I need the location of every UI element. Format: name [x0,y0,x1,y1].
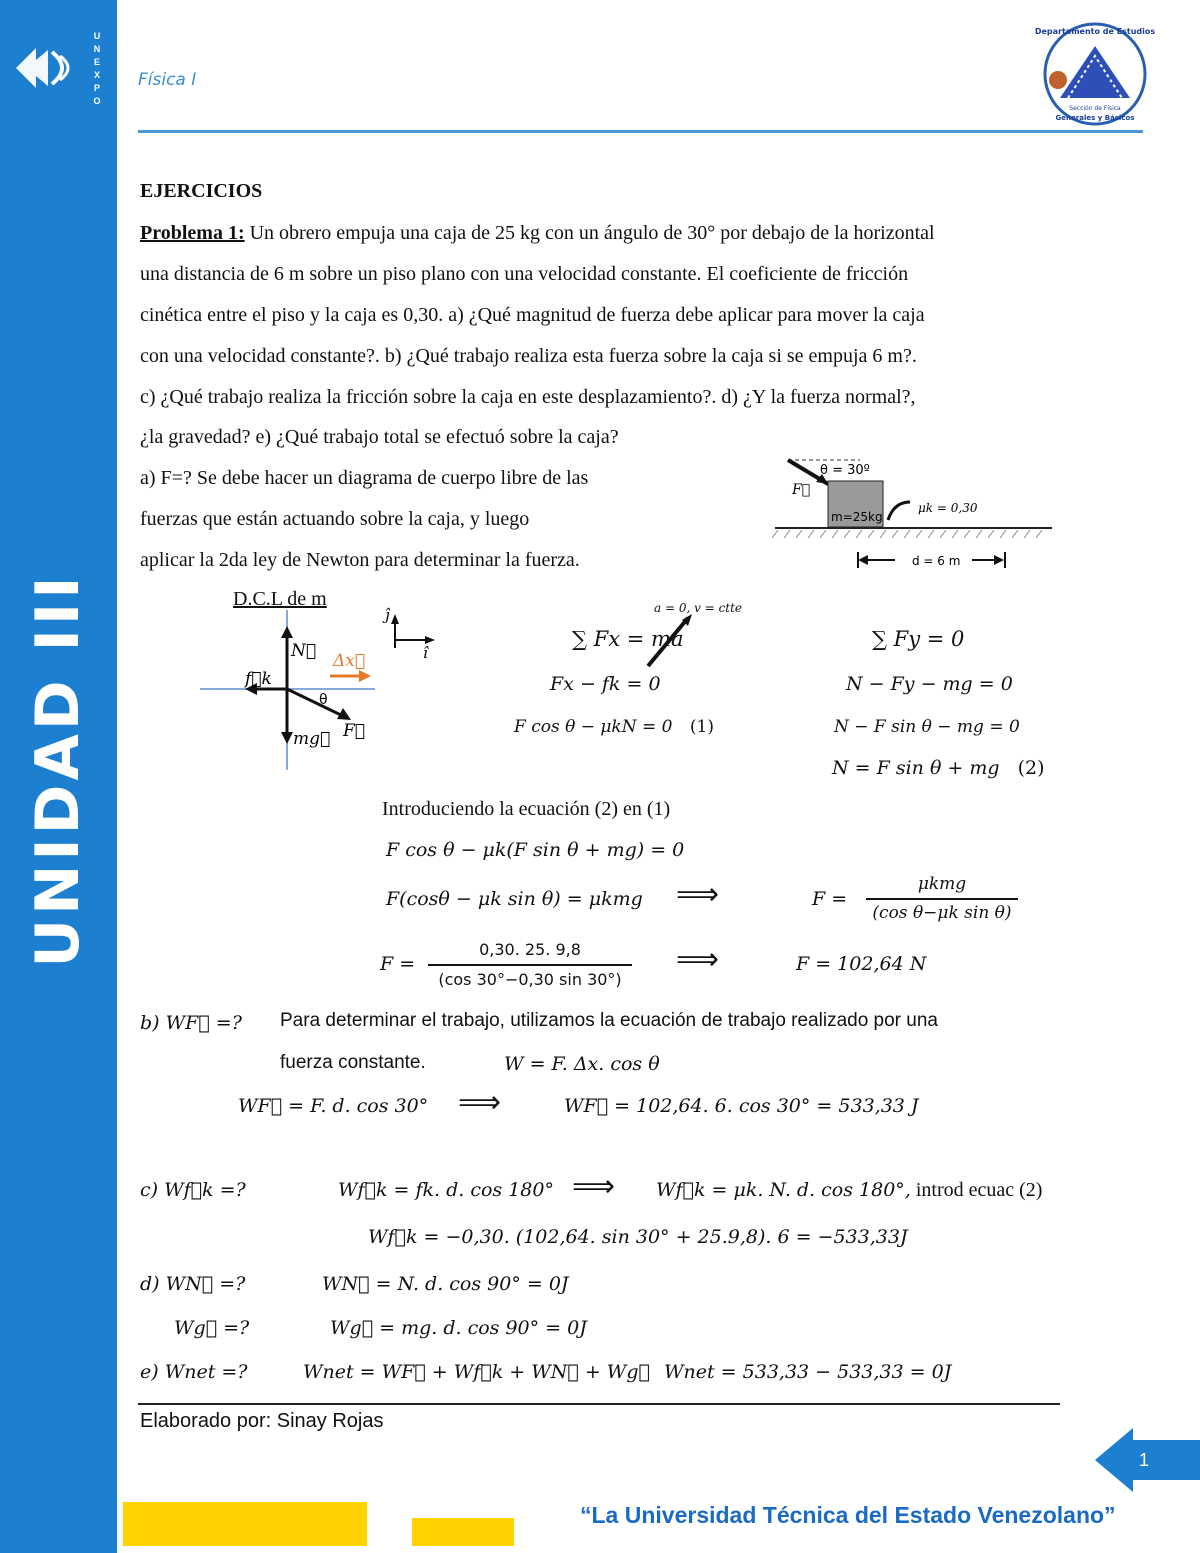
part-c-label: c) Wf⃗k =? [140,1179,246,1201]
part-b-label: b) WF⃗ =? [140,1012,242,1034]
figure-force: F⃗ [792,482,811,498]
problem-line: c) ¿Qué trabajo realiza la fricción sobre la caja en este desplazamiento?. d) ¿Y la fuerza normal?, [140,386,916,408]
department-logo [1030,18,1160,130]
dept-logo-text: Sección de Física [1069,105,1121,112]
part-a-text: a) F=? Se debe hacer un diagrama de cuerpo libre de las [140,467,589,489]
problem-label: Problema 1: [140,222,245,244]
problem-line: con una velocidad constante?. b) ¿Qué trabajo realiza esta fuerza sobre la caja si se empuja 6 m?. [140,345,917,367]
part-d-label: d) WN⃗ =? [140,1273,246,1295]
eq-y-line3-formula: N = F sin θ + mg [832,757,1000,779]
course-title: Física I [138,70,197,90]
footer-divider [138,1403,1060,1405]
part-c-line2: Wf⃗k = −0,30. (102,64. sin 30° + 25.9,8). 6 = −533,33J [368,1226,908,1248]
force-result: F = 102,64 N [796,953,927,975]
part-b-result: WF⃗ = 102,64. 6. cos 30° = 533,33 J [564,1095,919,1117]
dcl-normal-label: N⃗ [291,641,317,661]
eq-y-line2: N − F sin θ − mg = 0 [834,717,1020,737]
part-d-line1: WN⃗ = N. d. cos 90° = 0J [322,1273,569,1295]
problem-line: cinética entre el piso y la caja es 0,30. a) ¿Qué magnitud de fuerza debe aplicar para mover la caja [140,304,925,326]
eq-number: (2) [1017,757,1045,779]
free-body-diagram [195,600,455,780]
footer-decoration [123,1502,367,1546]
eq-x-line1: Fx − fk = 0 [550,673,661,695]
work-formula: W = F. Δx. cos θ [504,1053,660,1075]
dcl-force-label: F⃗ [343,721,365,741]
eq-y-sum: ∑ Fy = 0 [872,627,965,651]
dept-logo-text: Generales y Básicos [1055,114,1135,122]
frac-bar [866,898,1018,900]
letter: P [93,83,100,93]
part-d-label2: Wg⃗ =? [174,1317,250,1339]
part-e-label: e) Wnet =? [140,1361,248,1383]
implies-arrow: ⟹ [572,1169,616,1204]
frac-denominator: (cos θ−μk sin θ) [872,903,1012,923]
problem-line: una distancia de 6 m sobre un piso plano con una velocidad constante. El coeficiente de fricción [140,263,909,285]
subst-line1: F cos θ − μk(F sin θ + mg) = 0 [386,839,685,861]
eq-x-line2-formula: F cos θ − μkN = 0 [514,717,673,737]
calc-numerator: 0,30. 25. 9,8 [479,940,581,959]
letter: N [93,44,101,54]
part-c-line1: Wf⃗k = fk. d. cos 180° [338,1179,554,1201]
cancel-mark [642,612,702,672]
dcl-friction-label: f⃗k [245,669,272,689]
part-a-text: fuerzas que están actuando sobre la caja, y luego [140,508,530,530]
eq-x-line2 [514,717,714,737]
dcl-theta-label: θ [319,692,328,708]
frac-numerator: μkmg [917,874,967,894]
letter: O [93,96,101,106]
part-c-result [656,1179,1042,1202]
eq-y-line3 [832,757,1045,779]
eq-x-note: a = 0, v = ctte [654,601,743,615]
problem-text: Un obrero empuja una caja de 25 kg con un ángulo de 30° por debajo de la horizontal [249,222,935,244]
figure-distance: d = 6 m [912,554,961,568]
page-number: 1 [1139,1450,1150,1470]
eq-y-line1: N − Fy − mg = 0 [846,673,1013,695]
part-d-line2: Wg⃗ = mg. d. cos 90° = 0J [330,1317,587,1339]
part-c-note: introd ecuac (2) [910,1179,1043,1201]
figure-mass: m=25kg [831,510,883,524]
letter: X [93,70,100,80]
header-divider [138,130,1143,133]
eq-x-sum: ∑ Fx = ma [572,627,684,651]
figure-mu: μk = 0,30 [918,501,978,515]
letter: U [93,31,101,41]
dcl-title: D.C.L de m [233,588,327,610]
footer-decoration [412,1518,514,1546]
dept-logo-text: Departamento de Estudios [1034,27,1156,36]
implies-arrow: ⟹ [676,877,720,912]
implies-arrow: ⟹ [676,942,720,977]
part-b-text: Para determinar el trabajo, utilizamos la ecuación de trabajo realizado por una [280,1010,938,1031]
problem-line: ¿la gravedad? e) ¿Qué trabajo total se efectuó sobre la caja? [140,426,619,448]
subst-intro: Introduciendo la ecuación (2) en (1) [382,798,671,820]
part-a-text: aplicar la 2da ley de Newton para determinar la fuerza. [140,549,580,571]
problem-line [140,222,935,245]
calc-lhs: F = [380,953,416,975]
dcl-displacement-label: Δx⃗ [333,651,366,671]
implies-arrow: ⟹ [458,1085,502,1120]
footer-author: Elaborado por: Sinay Rojas [140,1410,384,1432]
part-c-result-formula: Wf⃗k = μk. N. d. cos 180°, [656,1179,911,1201]
frac-bar [428,964,632,966]
dcl-i-axis: î [423,644,428,662]
unexpo-logo [14,38,86,98]
dcl-j-axis: ĵ [385,606,390,624]
part-b-text: fuerza constante. [280,1052,426,1073]
section-title: EJERCICIOS [140,180,263,202]
page-number-arrow [1095,1428,1200,1492]
calc-denominator: (cos 30°−0,30 sin 30°) [438,970,622,989]
unexpo-vertical-text [90,30,104,108]
frac-lhs: F = [812,888,848,910]
unit-label: UNIDAD III [23,572,93,968]
letter: E [93,57,100,67]
subst-line2: F(cosθ − μk sin θ) = μkmg [386,888,643,910]
eq-number: (1) [689,717,714,737]
part-b-line1: WF⃗ = F. d. cos 30° [238,1095,429,1117]
university-motto: “La Universidad Técnica del Estado Venezolano” [580,1502,1116,1528]
problem-figure [770,450,1060,575]
part-e-line1: Wnet = WF⃗ + Wf⃗k + WN⃗ + Wg⃗ [303,1361,650,1383]
figure-angle: θ = 30º [820,463,870,478]
dcl-weight-label: mg⃗ [293,729,331,749]
part-e-line2: Wnet = 533,33 − 533,33 = 0J [664,1361,952,1383]
